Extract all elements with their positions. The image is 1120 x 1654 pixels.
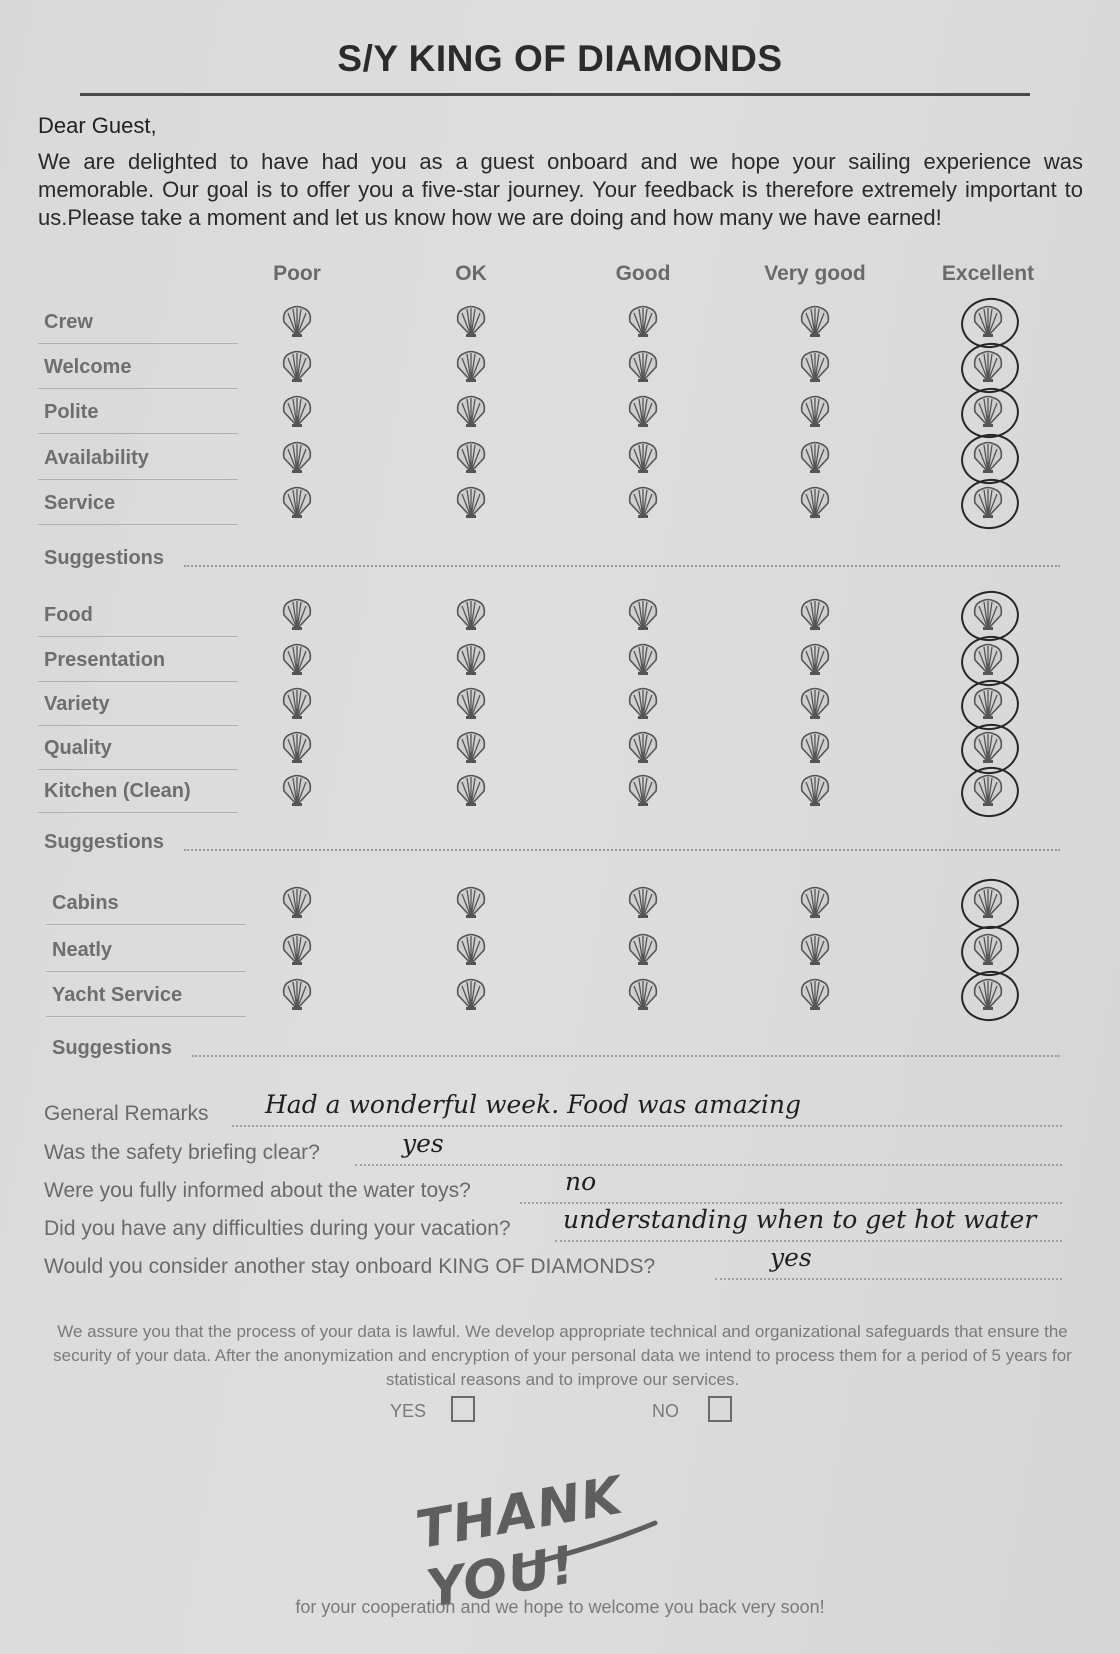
shell-rating-icon[interactable] [797,394,833,430]
shell-rating-icon[interactable] [797,597,833,633]
shell-rating-icon[interactable] [453,730,489,766]
rating-row-label: Quality [44,737,112,759]
shell-rating-icon[interactable] [279,885,315,921]
row-underline [38,681,238,682]
selected-rating-circle [958,875,1022,933]
question-label: Was the safety briefing clear? [44,1141,320,1164]
thank-you-underline [420,1455,720,1585]
selected-rating-circle [958,967,1022,1025]
column-header-good: Good [615,262,671,285]
shell-rating-icon[interactable] [797,485,833,521]
title-divider [80,93,1030,96]
rating-row [0,930,1120,974]
suggestions-label: Suggestions [52,1037,173,1059]
rating-row-label: Presentation [44,649,166,671]
rating-row-label: Availability [44,447,149,469]
rating-row-label: Food [44,604,93,626]
rating-row-label: Kitchen (Clean) [44,780,191,802]
rating-row [0,640,1120,684]
shell-rating-icon[interactable] [797,642,833,678]
suggestions-label: Suggestions [44,547,165,569]
rating-row [0,438,1120,482]
closing-text: for your cooperation and we hope to welcome you back very soon! [295,1597,825,1617]
row-underline [38,388,238,389]
shell-rating-icon[interactable] [625,686,661,722]
question-label: Would you consider another stay onboard KING OF DIAMONDS? [44,1255,656,1278]
rating-row-label: Polite [44,401,99,423]
shell-rating-icon[interactable] [797,773,833,809]
shell-rating-icon[interactable] [279,932,315,968]
shell-rating-icon[interactable] [453,885,489,921]
consent-no-label: NO [652,1401,679,1421]
shell-rating-icon[interactable] [453,485,489,521]
consent-yes-checkbox[interactable] [451,1396,475,1422]
shell-rating-icon[interactable] [625,773,661,809]
rating-row-label: Yacht Service [52,984,183,1006]
rating-row-label: Neatly [52,939,113,961]
shell-rating-icon[interactable] [797,686,833,722]
shell-rating-icon[interactable] [625,485,661,521]
form-title: S/Y KING OF DIAMONDS [337,38,783,79]
rating-row-label: Variety [44,693,110,715]
shell-rating-icon[interactable] [453,977,489,1013]
rating-row-label: Crew [44,311,93,333]
row-underline [38,479,238,480]
answer-dotted-line [355,1164,1062,1166]
shell-rating-icon[interactable] [625,394,661,430]
answer-dotted-line [232,1125,1062,1127]
column-header-poor: Poor [273,262,321,285]
question-row [0,1205,1120,1249]
rating-row-label: Service [44,492,116,514]
row-underline [38,524,238,525]
shell-rating-icon[interactable] [625,885,661,921]
shell-rating-icon[interactable] [453,597,489,633]
shell-rating-icon[interactable] [453,642,489,678]
shell-rating-icon[interactable] [453,932,489,968]
shell-rating-icon[interactable] [279,730,315,766]
row-underline [38,812,238,813]
row-underline [38,433,238,434]
column-header-excellent: Excellent [941,262,1035,285]
suggestions-line[interactable] [0,827,1120,859]
shell-rating-icon[interactable] [625,932,661,968]
rating-row [0,392,1120,436]
intro-paragraph: We are delighted to have had you as a guest onboard and we hope your sailing experience was memorable. Our goal is to offer you a five-star journey. Your feedback is therefore extremely important to us.Please take a moment and let us know how we are doing and how many we have earned! [38,149,1083,230]
privacy-notice: We assure you that the process of your data is lawful. We develop appropriate technical and organizational safeguards that ensure the security of your data. After the anonymization and encryption of your personal data we intend to process them for a period of 5 years for statistical reasons and to improve our services. [53,1322,1072,1389]
selected-rating-circle [958,763,1022,821]
shell-rating-icon[interactable] [797,304,833,340]
row-underline [46,924,246,925]
shell-rating-icon[interactable] [279,349,315,385]
shell-rating-icon[interactable] [797,885,833,921]
shell-rating-icon[interactable] [279,485,315,521]
thank-you-text: THANK YOU! [411,1465,628,1621]
suggestions-label: Suggestions [44,831,165,853]
shell-rating-icon[interactable] [279,597,315,633]
row-underline [38,636,238,637]
shell-rating-icon[interactable] [625,730,661,766]
column-header-ok: OK [455,262,487,285]
consent-yes-label: YES [390,1401,427,1421]
shell-rating-icon[interactable] [625,977,661,1013]
shell-rating-icon[interactable] [797,349,833,385]
suggestions-line[interactable] [0,1033,1120,1065]
shell-rating-icon[interactable] [453,440,489,476]
rating-row [0,975,1120,1019]
suggestions-dotted-line [184,565,1060,567]
shell-rating-icon[interactable] [453,304,489,340]
handwritten-answer[interactable]: Had a wonderful week. Food was amazing [265,1090,802,1119]
rating-row-label: Cabins [52,892,119,914]
suggestions-line[interactable] [0,543,1120,575]
question-label: Did you have any difficulties during your vacation? [44,1217,511,1240]
handwritten-answer[interactable]: understanding when to get hot water [563,1205,1037,1234]
shell-rating-icon[interactable] [279,440,315,476]
shell-rating-icon[interactable] [279,686,315,722]
rating-row-label: Welcome [44,356,132,378]
shell-rating-icon[interactable] [625,304,661,340]
answer-dotted-line [555,1240,1062,1242]
row-underline [38,725,238,726]
shell-rating-icon[interactable] [797,730,833,766]
row-underline [38,769,238,770]
row-underline [38,343,238,344]
shell-rating-icon[interactable] [625,642,661,678]
question-row [0,1243,1120,1287]
row-underline [46,1016,246,1017]
row-underline [46,971,246,972]
shell-rating-icon[interactable] [279,304,315,340]
rating-row [0,483,1120,527]
handwritten-answer[interactable]: no [565,1167,597,1196]
rating-row [0,728,1120,772]
suggestions-dotted-line [192,1055,1060,1057]
consent-no-checkbox[interactable] [708,1396,732,1422]
shell-rating-icon[interactable] [279,394,315,430]
shell-rating-icon[interactable] [797,440,833,476]
selected-rating-circle [958,475,1022,533]
column-header-very-good: Very good [764,262,866,285]
shell-rating-icon[interactable] [453,394,489,430]
shell-rating-icon[interactable] [453,349,489,385]
rating-row [0,595,1120,639]
question-label: General Remarks [44,1102,209,1125]
suggestions-dotted-line [184,849,1060,851]
shell-rating-icon[interactable] [797,977,833,1013]
rating-row [0,883,1120,927]
question-row [0,1090,1120,1134]
rating-row [0,347,1120,391]
handwritten-answer[interactable]: yes [770,1243,812,1272]
rating-row [0,771,1120,815]
answer-dotted-line [520,1202,1062,1204]
shell-rating-icon[interactable] [453,773,489,809]
shell-rating-icon[interactable] [279,642,315,678]
shell-rating-icon[interactable] [453,686,489,722]
handwritten-answer[interactable]: yes [402,1129,444,1158]
answer-dotted-line [715,1278,1062,1280]
question-row [0,1129,1120,1173]
question-label: Were you fully informed about the water toys? [44,1179,471,1202]
shell-rating-icon[interactable] [625,440,661,476]
shell-rating-icon[interactable] [279,773,315,809]
rating-row [0,302,1120,346]
shell-rating-icon[interactable] [279,977,315,1013]
shell-rating-icon[interactable] [625,349,661,385]
shell-rating-icon[interactable] [625,597,661,633]
shell-rating-icon[interactable] [797,932,833,968]
rating-row [0,684,1120,728]
salutation: Dear Guest, [38,113,157,138]
